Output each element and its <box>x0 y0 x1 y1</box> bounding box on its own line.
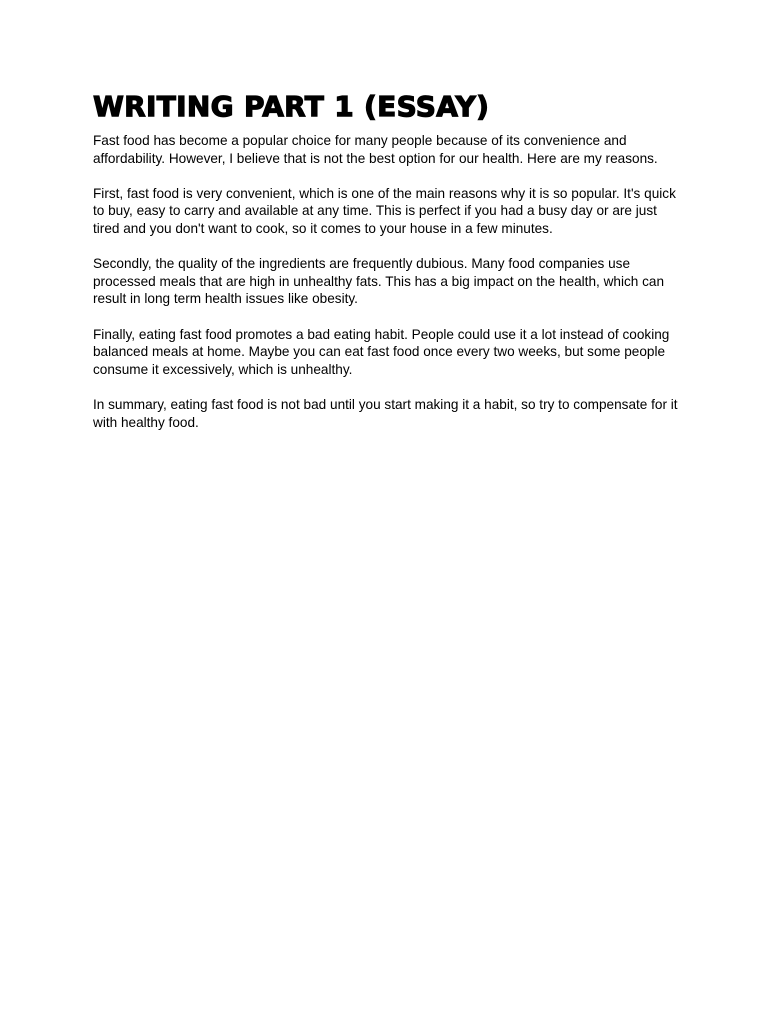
essay-paragraph-first: First, fast food is very convenient, which is one of the main reasons why it is so popular. It's quick to buy, easy to carry and available at any time. This is perfect if you had a busy day or are just tired and you don't want to cook, so it comes to your house in a few minutes. <box>93 185 676 236</box>
essay-paragraph-third: Finally, eating fast food promotes a bad eating habit. People could use it a lot instead of cooking balanced meals at home. Maybe you can eat fast food once every two weeks, but some people consume it excessively, which is unhealthy. <box>93 326 670 377</box>
essay-paragraph-second: Secondly, the quality of the ingredients are frequently dubious. Many food companies use processed meals that are high in unhealthy fats. This has a big impact on the health, which can result in long term health issues like obesity. <box>93 256 665 307</box>
essay-paragraph-conclusion: In summary, eating fast food is not bad until you start making it a habit, so try to compensate for it with healthy food. <box>93 396 678 430</box>
essay-paragraph-intro: Fast food has become a popular choice for many people because of its convenience and affordability. However, I believe that is not the best option for our health. Here are my reasons. <box>93 133 658 166</box>
essay-title: WRITING PART 1 (ESSAY) <box>93 90 490 123</box>
essay-content <box>93 90 678 431</box>
